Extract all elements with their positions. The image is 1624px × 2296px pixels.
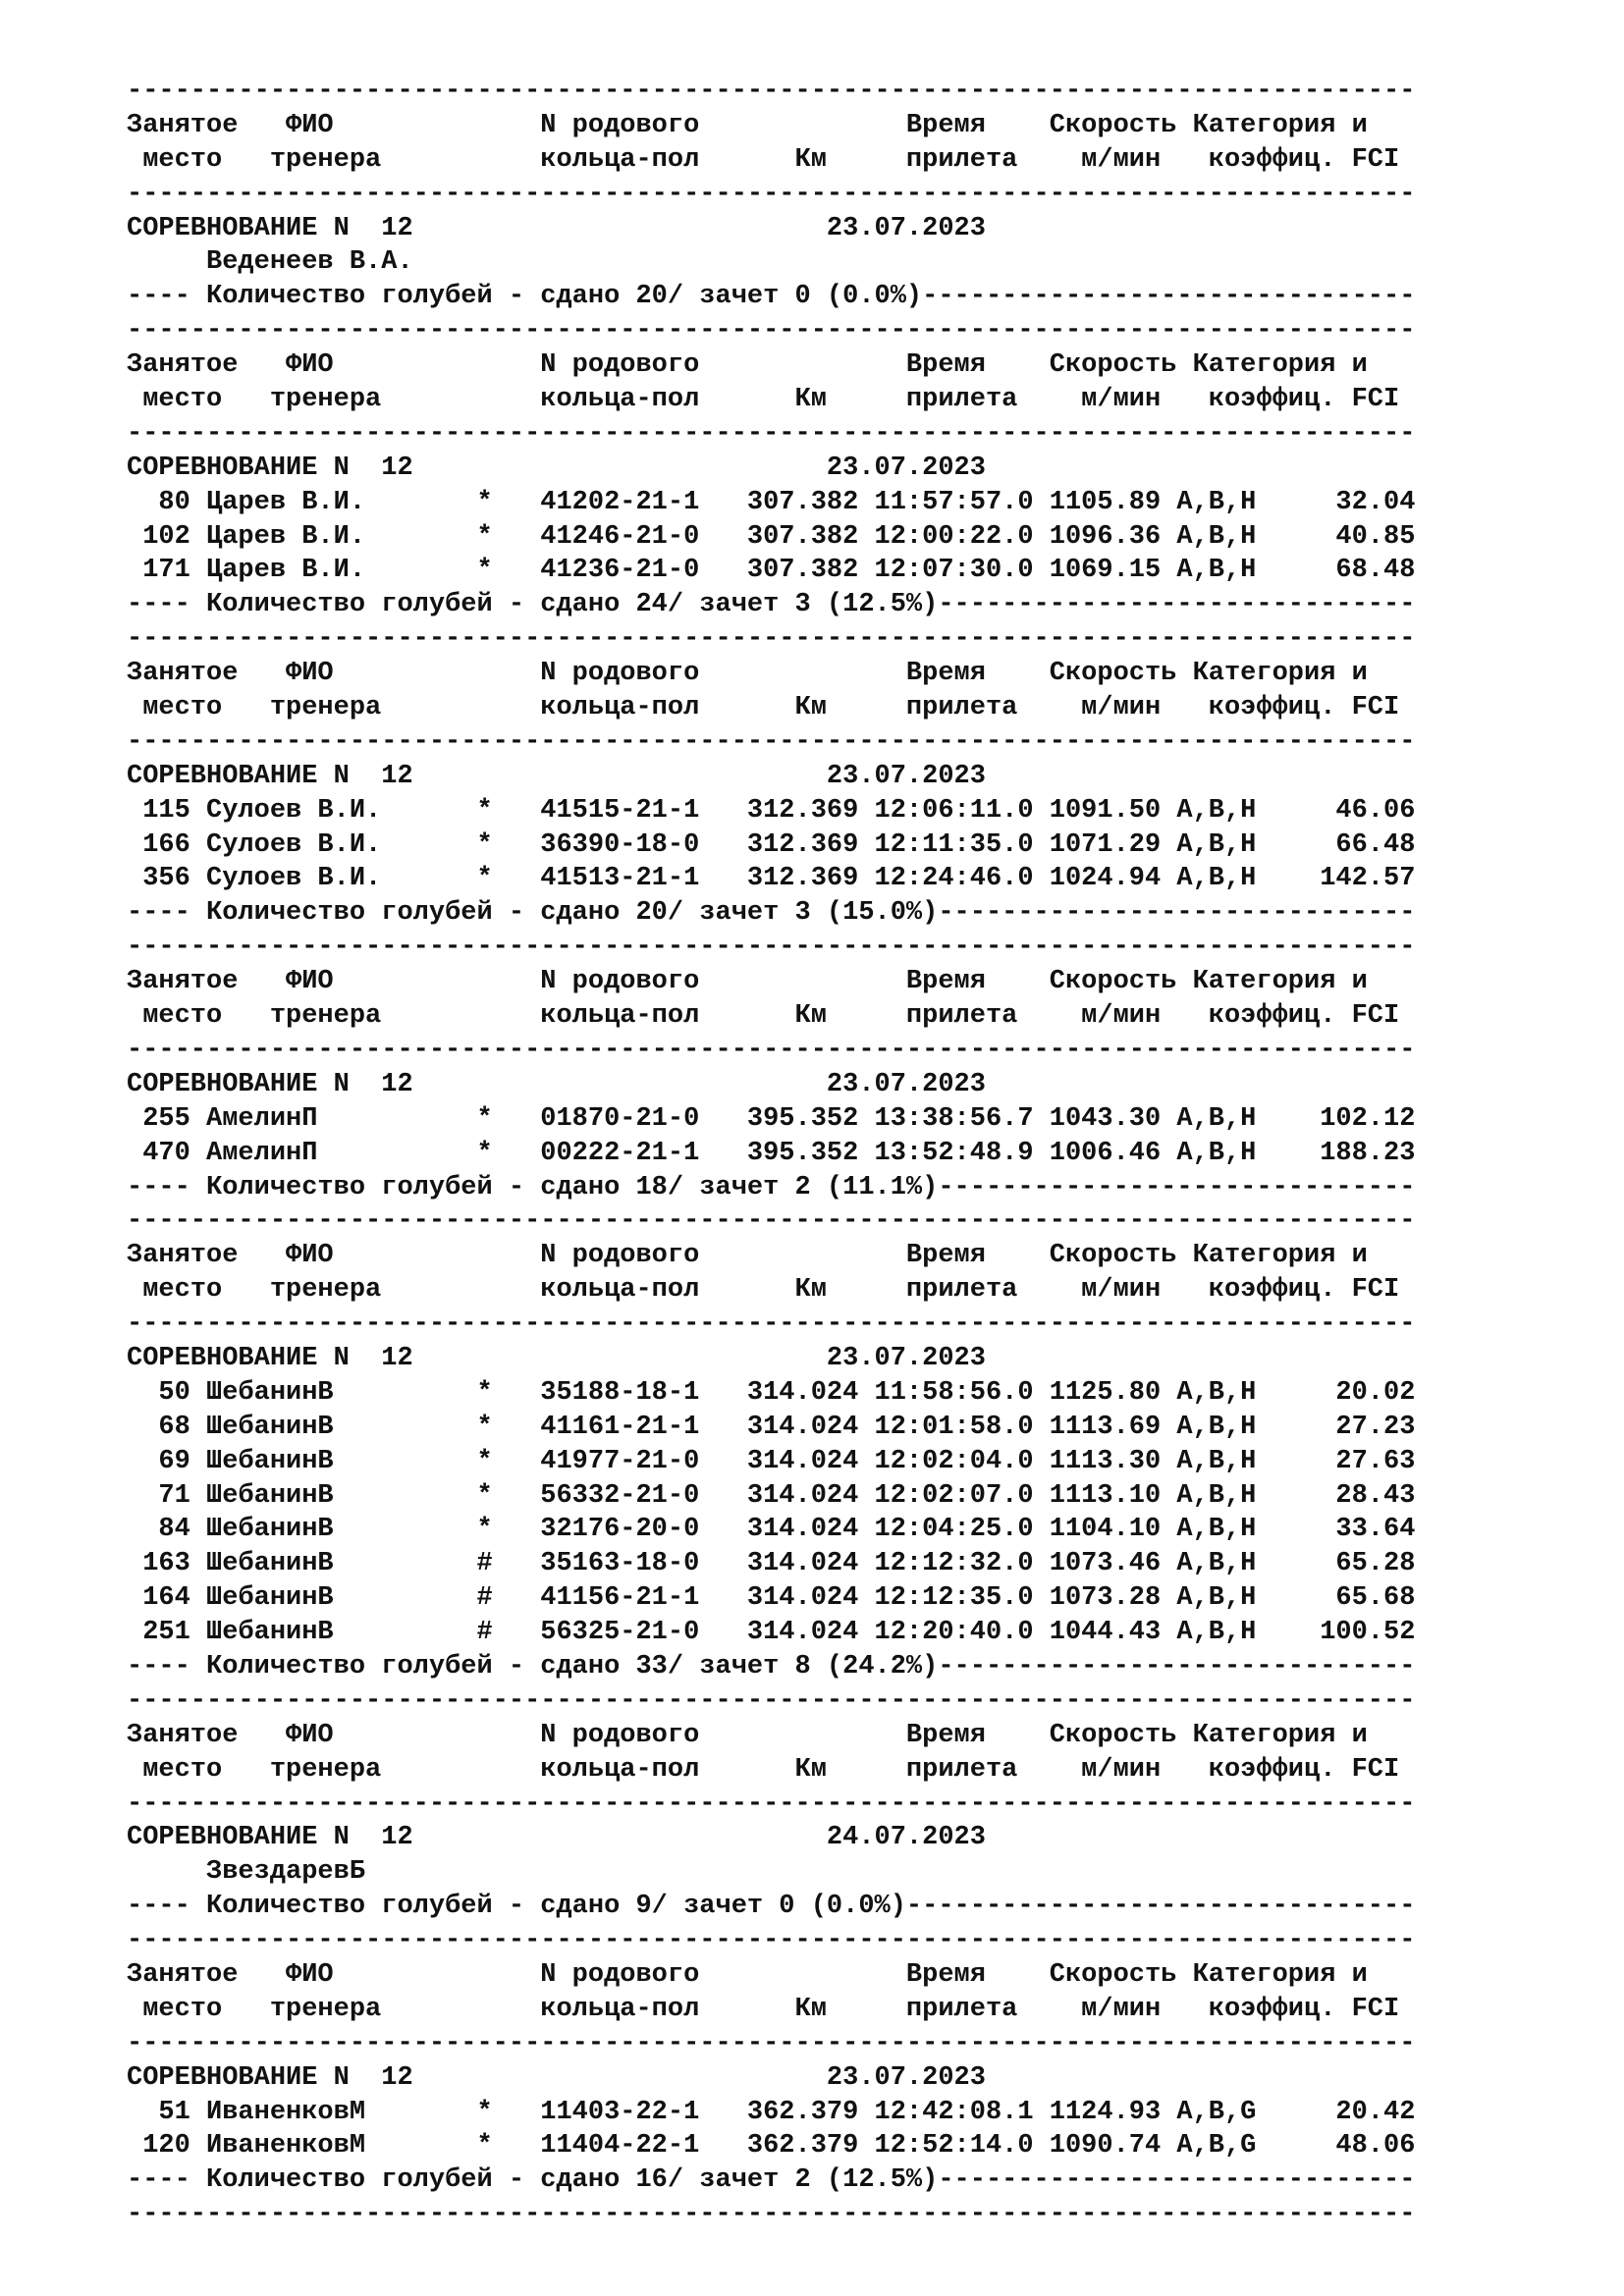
- separator-line: ---------------------------------------------------------------------------------: [127, 933, 1416, 963]
- column-header-line-2: место тренера кольца-пол Км прилета м/мин коэффиц. FCI: [127, 1994, 1400, 2024]
- column-header-line-2: место тренера кольца-пол Км прилета м/мин коэффиц. FCI: [127, 385, 1400, 415]
- competition-title: СОРЕВНОВАНИЕ N 12 23.07.2023: [127, 453, 986, 483]
- summary-line: ---- Количество голубей - сдано 16/ зачет 2 (12.5%)------------------------------: [127, 2165, 1416, 2196]
- competition-title: СОРЕВНОВАНИЕ N 12 23.07.2023: [127, 2062, 986, 2093]
- summary-line: ---- Количество голубей - сдано 18/ зачет 2 (11.1%)------------------------------: [127, 1172, 1416, 1202]
- separator-line: ---------------------------------------------------------------------------------: [127, 77, 1416, 106]
- separator-line: ---------------------------------------------------------------------------------: [127, 1685, 1416, 1716]
- result-row: 251 ШебанинВ # 56325-21-0 314.024 12:20:40.0 1044.43 A,B,H 100.52: [127, 1618, 1416, 1648]
- competition-title: СОРЕВНОВАНИЕ N 12 24.07.2023: [127, 1823, 986, 1853]
- separator-line: ---------------------------------------------------------------------------------: [127, 2200, 1416, 2230]
- separator-line: ---------------------------------------------------------------------------------: [127, 1789, 1416, 1819]
- result-row: 102 Царев В.И. * 41246-21-0 307.382 12:00:22.0 1096.36 A,B,H 40.85: [127, 521, 1416, 552]
- separator-line: ---------------------------------------------------------------------------------: [127, 624, 1416, 655]
- result-row: 50 ШебанинВ * 35188-18-1 314.024 11:58:56.0 1125.80 A,B,H 20.02: [127, 1377, 1416, 1408]
- column-header-line-1: Занятое ФИО N родового Время Скорость Категория и: [127, 1720, 1368, 1750]
- result-row: 69 ШебанинВ * 41977-21-0 314.024 12:02:04.0 1113.30 A,B,H 27.63: [127, 1446, 1416, 1476]
- result-row: 166 Сулоев В.И. * 36390-18-0 312.369 12:11:35.0 1071.29 A,B,H 66.48: [127, 829, 1416, 860]
- result-row: 115 Сулоев В.И. * 41515-21-1 312.369 12:06:11.0 1091.50 A,B,H 46.06: [127, 795, 1416, 826]
- column-header-line-2: место тренера кольца-пол Км прилета м/мин коэффиц. FCI: [127, 693, 1400, 723]
- column-header-line-1: Занятое ФИО N родового Время Скорость Категория и: [127, 350, 1368, 381]
- result-row: 164 ШебанинВ # 41156-21-1 314.024 12:12:35.0 1073.28 A,B,H 65.68: [127, 1583, 1416, 1614]
- trainer-name-line: ЗвездаревБ: [127, 1857, 366, 1888]
- column-header-line-2: место тренера кольца-пол Км прилета м/мин коэффиц. FCI: [127, 144, 1400, 175]
- result-row: 470 АмелинП * 00222-21-1 395.352 13:52:48.9 1006.46 A,B,H 188.23: [127, 1138, 1416, 1168]
- column-header-line-1: Занятое ФИО N родового Время Скорость Категория и: [127, 659, 1368, 689]
- column-header-line-2: место тренера кольца-пол Км прилета м/мин коэффиц. FCI: [127, 1275, 1400, 1306]
- result-row: 71 ШебанинВ * 56332-21-0 314.024 12:02:07.0 1113.10 A,B,H 28.43: [127, 1480, 1416, 1511]
- column-header-line-1: Занятое ФИО N родового Время Скорость Категория и: [127, 1241, 1368, 1271]
- column-header-line-1: Занятое ФИО N родового Время Скорость Категория и: [127, 110, 1368, 140]
- result-row: 255 АмелинП * 01870-21-0 395.352 13:38:56.7 1043.30 A,B,H 102.12: [127, 1103, 1416, 1134]
- result-row: 356 Сулоев В.И. * 41513-21-1 312.369 12:24:46.0 1024.94 A,B,H 142.57: [127, 864, 1416, 894]
- result-row: 68 ШебанинВ * 41161-21-1 314.024 12:01:58.0 1113.69 A,B,H 27.23: [127, 1412, 1416, 1442]
- separator-line: ---------------------------------------------------------------------------------: [127, 726, 1416, 757]
- summary-line: ---- Количество голубей - сдано 20/ зачет 3 (15.0%)------------------------------: [127, 898, 1416, 929]
- summary-line: ---- Количество голубей - сдано 9/ зачет 0 (0.0%)--------------------------------: [127, 1892, 1416, 1922]
- results-report: [127, 75, 1415, 2232]
- result-row: 84 ШебанинВ * 32176-20-0 314.024 12:04:25.0 1104.10 A,B,H 33.64: [127, 1515, 1416, 1545]
- summary-line: ---- Количество голубей - сдано 20/ зачет 0 (0.0%)-------------------------------: [127, 282, 1416, 312]
- separator-line: ---------------------------------------------------------------------------------: [127, 1309, 1416, 1340]
- summary-line: ---- Количество голубей - сдано 24/ зачет 3 (12.5%)------------------------------: [127, 590, 1416, 620]
- column-header-line-2: место тренера кольца-пол Км прилета м/мин коэффиц. FCI: [127, 1754, 1400, 1785]
- result-row: 120 ИваненковМ * 11404-22-1 362.379 12:52:14.0 1090.74 A,B,G 48.06: [127, 2131, 1416, 2162]
- result-row: 171 Царев В.И. * 41236-21-0 307.382 12:07:30.0 1069.15 A,B,H 68.48: [127, 556, 1416, 586]
- result-row: 51 ИваненковМ * 11403-22-1 362.379 12:42:08.1 1124.93 A,B,G 20.42: [127, 2097, 1416, 2127]
- competition-title: СОРЕВНОВАНИЕ N 12 23.07.2023: [127, 213, 986, 243]
- separator-line: ---------------------------------------------------------------------------------: [127, 418, 1416, 449]
- separator-line: ---------------------------------------------------------------------------------: [127, 1206, 1416, 1237]
- result-row: 80 Царев В.И. * 41202-21-1 307.382 11:57:57.0 1105.89 A,B,H 32.04: [127, 487, 1416, 517]
- separator-line: ---------------------------------------------------------------------------------: [127, 1926, 1416, 1956]
- separator-line: ---------------------------------------------------------------------------------: [127, 179, 1416, 209]
- column-header-line-2: место тренера кольца-пол Км прилета м/мин коэффиц. FCI: [127, 1001, 1400, 1032]
- competition-title: СОРЕВНОВАНИЕ N 12 23.07.2023: [127, 1343, 986, 1373]
- separator-line: ---------------------------------------------------------------------------------: [127, 316, 1416, 347]
- column-header-line-1: Занятое ФИО N родового Время Скорость Категория и: [127, 967, 1368, 997]
- separator-line: ---------------------------------------------------------------------------------: [127, 2028, 1416, 2058]
- result-row: 163 ШебанинВ # 35163-18-0 314.024 12:12:32.0 1073.46 A,B,H 65.28: [127, 1549, 1416, 1579]
- column-header-line-1: Занятое ФИО N родового Время Скорость Категория и: [127, 1959, 1368, 1990]
- separator-line: ---------------------------------------------------------------------------------: [127, 1035, 1416, 1065]
- competition-title: СОРЕВНОВАНИЕ N 12 23.07.2023: [127, 761, 986, 791]
- summary-line: ---- Количество голубей - сдано 33/ зачет 8 (24.2%)------------------------------: [127, 1651, 1416, 1682]
- trainer-name-line: Веденеев В.А.: [127, 247, 413, 278]
- competition-title: СОРЕВНОВАНИЕ N 12 23.07.2023: [127, 1069, 986, 1099]
